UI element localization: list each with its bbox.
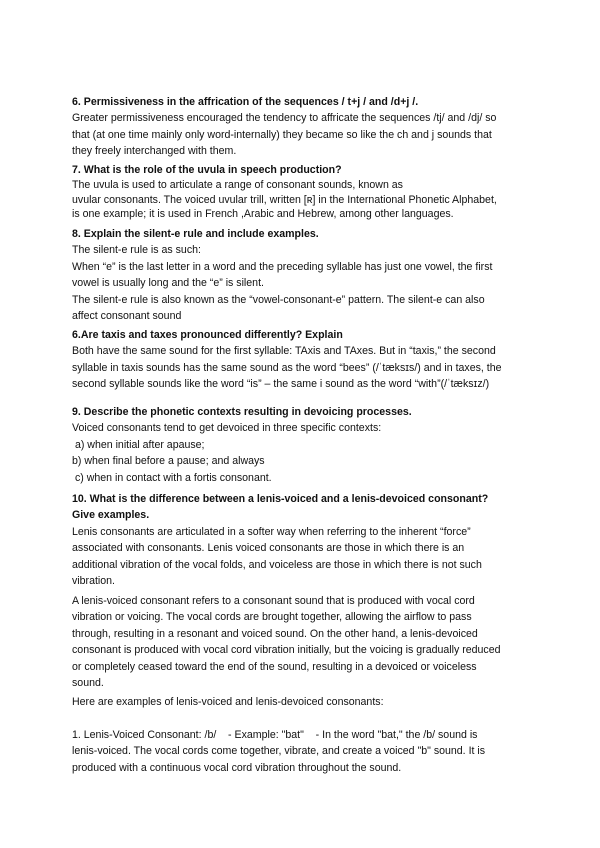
body-line: The silent-e rule is as such: (72, 244, 201, 257)
paragraph-lenis-explanation (72, 593, 540, 691)
body-line: vibration. (72, 575, 115, 588)
list-item: a) when initial after apause; (72, 438, 205, 451)
body-line: sound. (72, 677, 104, 690)
body-line: additional vibration of the vocal folds, and voiceless are those in which there is not such (72, 558, 482, 571)
list-item: c) when in contact with a fortis consonant. (72, 471, 272, 484)
body-line: associated with consonants. Lenis voiced consonants are those in which there is an (72, 542, 465, 555)
paragraph-examples-intro (72, 694, 540, 710)
body-line: or completely ceased toward the end of the sound, resulting in a devoiced or voiceless (72, 660, 477, 673)
section-affrication (72, 94, 540, 160)
body-line: 1. Lenis-Voiced Consonant: /b/ - Example: "bat" - In the word "bat," the /b/ sound is (72, 729, 478, 741)
section-taxis-taxes (72, 327, 540, 393)
body-line: syllable in taxis sounds has the same sound as the word “bees” (/ˈtæksɪs/) and in taxes, the (72, 361, 502, 374)
section-lenis (72, 491, 540, 589)
section-heading: 6. Permissiveness in the affrication of the sequences / t+j / and /d+j /. (72, 96, 419, 108)
body-line: Greater permissiveness encouraged the tendency to affricate the sequences /tj/ and /dj/ so (72, 112, 497, 125)
section-heading: 7. What is the role of the uvula in speech production? (72, 164, 342, 176)
list-item: b) when final before a pause; and always (72, 455, 265, 468)
section-heading: 9. Describe the phonetic contexts resulting in devoicing processes. (72, 406, 412, 418)
body-line: Here are examples of lenis-voiced and lenis-devoiced consonants: (72, 696, 384, 708)
body-line: lenis-voiced. The vocal cords come together, vibrate, and create a voiced "b" sound. It is (72, 745, 486, 758)
body-line: through, resulting in a resonant and voiced sound. On the other hand, a lenis-devoiced (72, 627, 478, 640)
section-devoicing (72, 404, 540, 486)
body-line: The uvula is used to articulate a range of consonant sounds, known as (72, 179, 403, 192)
section-heading: 10. What is the difference between a lenis-voiced and a lenis-devoiced consonant? (72, 493, 489, 505)
section-silent-e (72, 226, 540, 324)
body-line: vowel is usually long and the “e” is silent. (72, 277, 264, 290)
body-line: consonant is produced with vocal cord vibration initially, but the voicing is gradually reduced (72, 644, 501, 657)
body-line: affect consonant sound (72, 310, 182, 323)
body-line: second syllable sounds like the word “is” – the same i sound as the word “with”(/ˈtæksɪz/) (72, 378, 490, 391)
paragraph-example-1 (72, 727, 540, 776)
body-line: is one example; it is used in French ,Arabic and Hebrew, among other languages. (72, 208, 454, 221)
body-line: Both have the same sound for the first syllable: TAxis and TAxes. But in “taxis,” the second (72, 345, 496, 358)
section-uvula (72, 162, 540, 222)
body-line: they freely interchanged with them. (72, 145, 237, 158)
body-line: When “e” is the last letter in a word and the preceding syllable has just one vowel, the first (72, 260, 493, 273)
body-line: Lenis consonants are articulated in a softer way when referring to the inherent “force” (72, 525, 471, 538)
section-heading: 8. Explain the silent-e rule and include examples. (72, 228, 319, 240)
body-line: The silent-e rule is also known as the “vowel-consonant-e” pattern. The silent-e can also (72, 293, 485, 306)
body-line: vibration or voicing. The vocal cords are brought together, allowing the airflow to pass (72, 611, 472, 624)
section-heading: Give examples. (72, 509, 150, 522)
body-line: produced with a continuous vocal cord vibration throughout the sound. (72, 761, 402, 774)
body-line: uvular consonants. The voiced uvular trill, written [ʀ] in the International Phonetic Alphabet, (72, 193, 497, 206)
body-line: Voiced consonants tend to get devoiced in three specific contexts: (72, 422, 382, 435)
body-line: that (at one time mainly only word-internally) they became so like the ch and j sounds that (72, 128, 492, 141)
section-heading: 6.Are taxis and taxes pronounced differently? Explain (72, 329, 343, 341)
body-line: A lenis-voiced consonant refers to a consonant sound that is produced with vocal cord (72, 595, 475, 607)
